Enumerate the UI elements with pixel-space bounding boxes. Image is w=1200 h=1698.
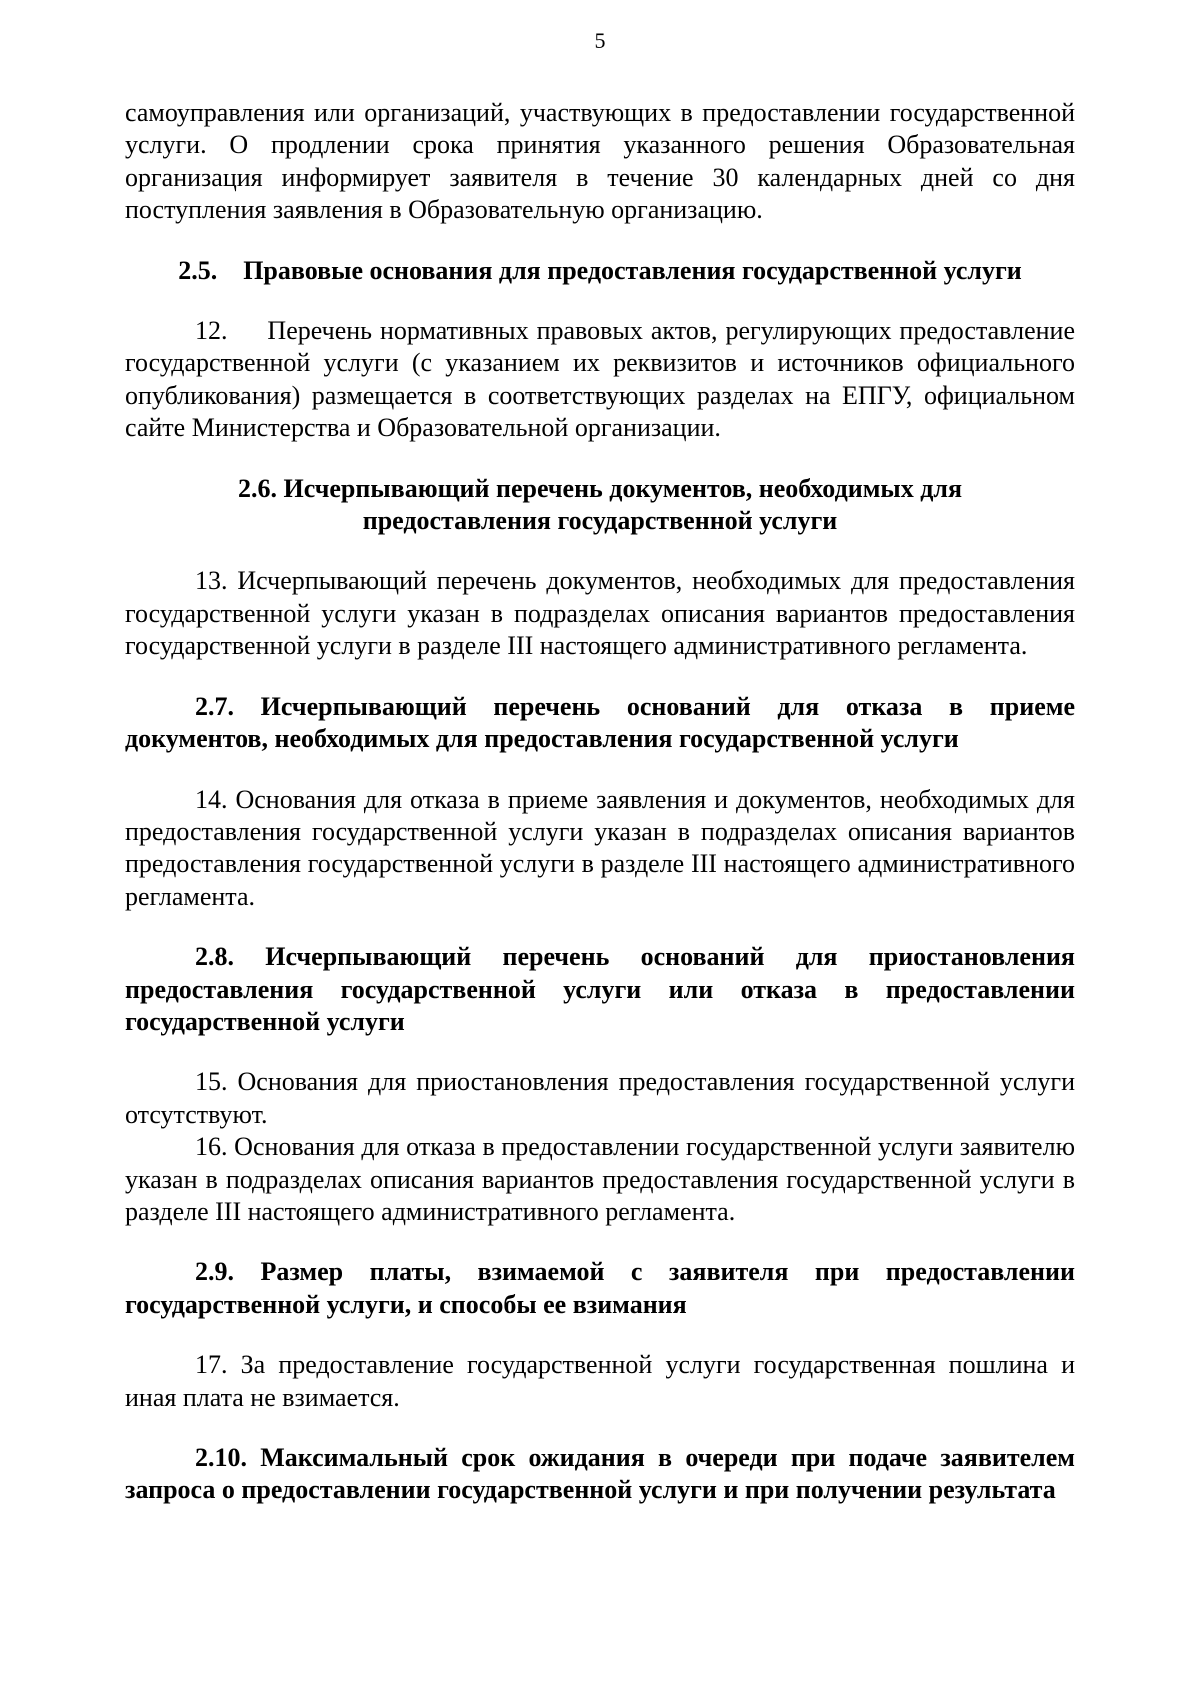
section-2-7-heading: 2.7. Исчерпывающий перечень оснований для отказа в приеме документов, необходимых для предоставления государственной услуги: [125, 691, 1075, 754]
section-2-6-heading-line-1: 2.6. Исчерпывающий перечень документов, необходимых для: [237, 473, 963, 503]
section-2-8-heading: 2.8. Исчерпывающий перечень оснований для приостановления предоставления государственной услуги или отказа в предоставлении государственной услуги: [125, 942, 1075, 1036]
paragraph-12: [125, 315, 1075, 445]
document-body: [125, 97, 1075, 1507]
section-2-9-heading: 2.9. Размер платы, взимаемой с заявителя при предоставлении государственной услуги, и способы ее взимания: [125, 1257, 1075, 1319]
section-2-5-title: Правовые основания для предоставления государственной услуги: [243, 255, 1022, 285]
paragraph-14: 14. Основания для отказа в приеме заявления и документов, необходимых для предоставления государственной услуги указан в подразделах описания вариантов предоставления государственной услуги в разделе III настоящего административного регламента.: [125, 784, 1075, 911]
section-2-10-heading: 2.10. Максимальный срок ожидания в очереди при подаче заявителем запроса о предоставлении государственной услуги и при получении результата: [125, 1443, 1075, 1505]
section-2-5-heading: [125, 255, 1075, 287]
paragraph-12-number: 12.: [195, 316, 228, 346]
paragraph-12-text: Перечень нормативных правовых актов, регулирующих предоставление государственной услуги (с указанием их реквизитов и источников официального опубликования) размещается в соответствующих разделах на ЕПГУ, официальном сайте Министерства и Образовательной организации.: [125, 316, 1075, 443]
paragraph-15: 15. Основания для приостановления предоставления государственной услуги отсутствуют.: [125, 1067, 1075, 1129]
section-2-5-number: 2.5.: [178, 255, 218, 285]
page-number: 5: [594, 28, 606, 53]
paragraph-13: 13. Исчерпывающий перечень документов, необходимых для предоставления государственной услуги указан в подразделах описания вариантов предоставления государственной услуги в разделе III настоящего административного регламента.: [125, 566, 1075, 661]
paragraph-17: 17. За предоставление государственной услуги государственная пошлина и иная плата не взимается.: [125, 1350, 1075, 1412]
section-2-6-heading: [125, 473, 1075, 538]
paragraph-16: 16. Основания для отказа в предоставлении государственной услуги заявителю указан в подразделах описания вариантов предоставления государственной услуги в разделе III настоящего административного регламента.: [125, 1132, 1075, 1226]
intro-paragraph: самоуправления или организаций, участвующих в предоставлении государственной услуги. О продлении срока принятия указанного решения Образовательная организация информирует заявителя в течение 30 календарных дней со дня поступления заявления в Образовательную организацию.: [125, 98, 1075, 225]
section-2-6-heading-line-2: предоставления государственной услуги: [362, 506, 838, 536]
document-page: [125, 0, 1075, 1698]
